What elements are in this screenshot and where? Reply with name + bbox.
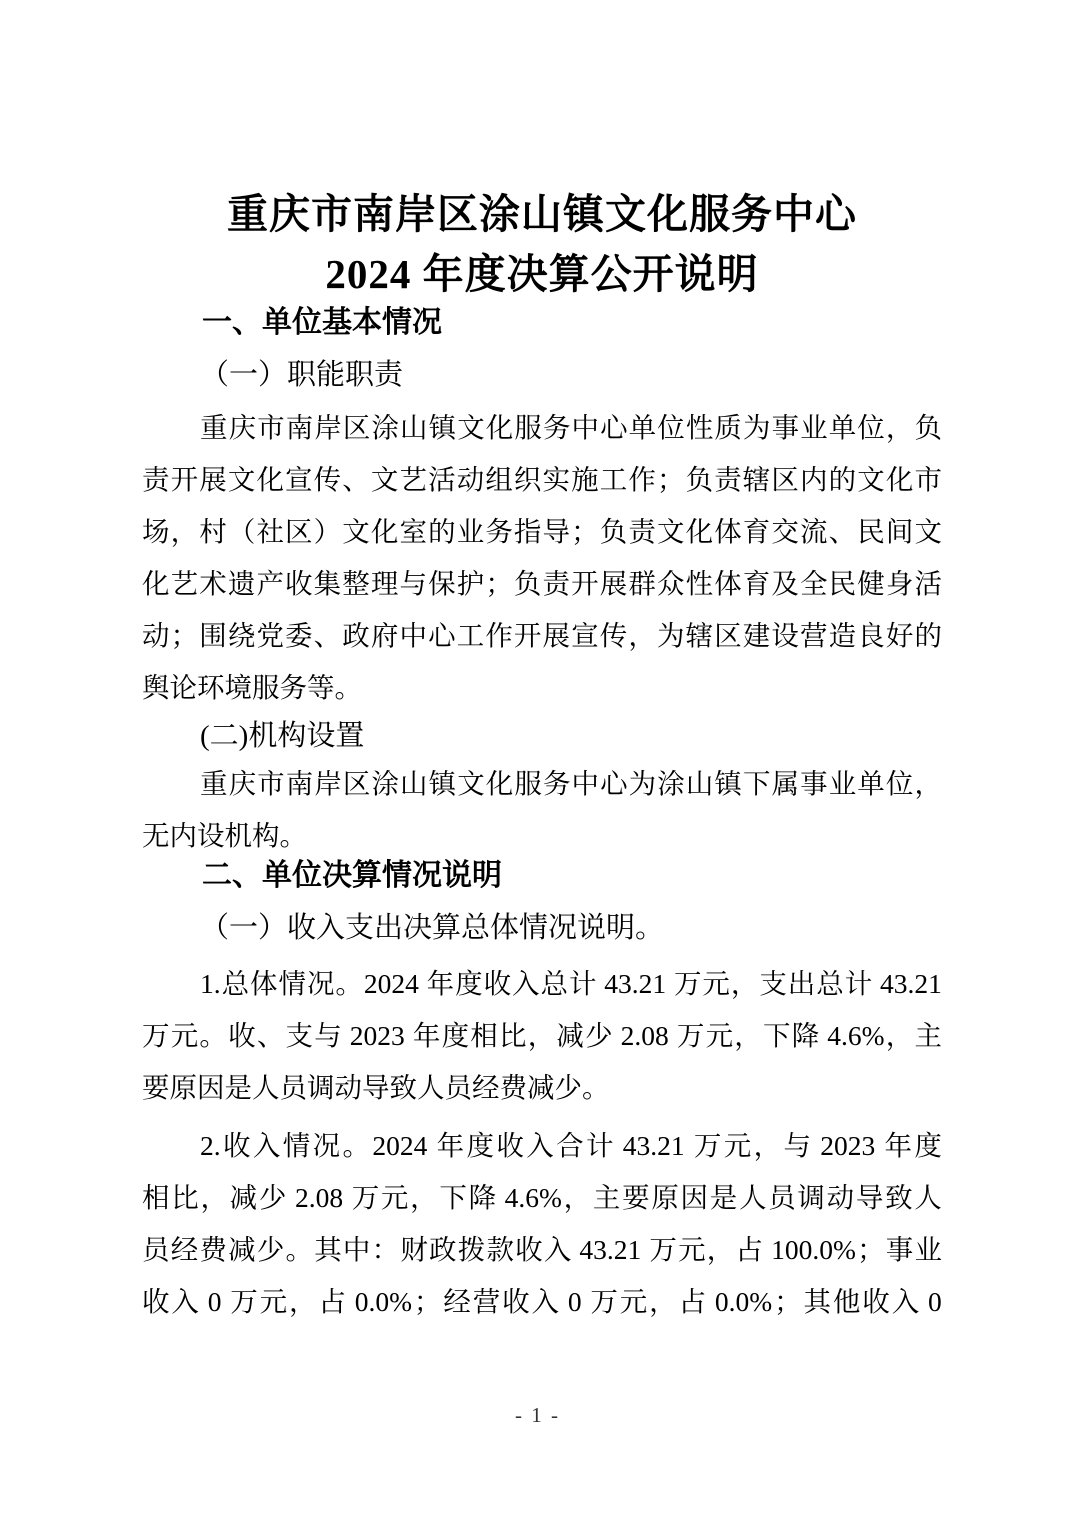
paragraph-line: 要原因是人员调动导致人员经费减少。	[142, 1072, 610, 1103]
section-2-heading: 二、单位决算情况说明	[202, 859, 502, 892]
paragraph-line: 无内设机构。	[142, 820, 307, 851]
paragraph-line: 动 ； 围 绕 党 委 、 政 府 中 心 工 作 开 展 宣 传 ， 为 辖 区 建 设 营 造 良 好 的	[142, 620, 942, 651]
document-title	[142, 184, 942, 304]
paragraph-line: 相 比 ， 减 少 2.08 万 元 ， 下 降 4.6% ， 主 要 原 因 是 人 员 调 动 导 致 人	[142, 1182, 942, 1213]
paragraph-line: 万 元 。 收 、 支 与 2023 年 度 相 比 ， 减 少 2.08 万 元 ， 下 降 4.6% ， 主	[142, 1020, 942, 1051]
paragraph-line: 场 ， 村 （ 社 区 ） 文 化 室 的 业 务 指 导 ； 负 责 文 化 体 育 交 流 、 民 间 文	[142, 516, 942, 547]
section-1-heading: 一、单位基本情况	[202, 306, 442, 339]
paragraph-duties	[142, 402, 942, 714]
paragraph-overall	[142, 958, 942, 1114]
paragraph-line: 员 经 费 减 少 。 其 中 ： 财 政 拨 款 收 入 43.21 万 元 ， 占 100.0% ； 事 业	[142, 1234, 942, 1265]
page-number: - 1 -	[515, 1403, 560, 1427]
paragraph-structure	[142, 758, 942, 862]
paragraph-line: 重 庆 市 南 岸 区 涂 山 镇 文 化 服 务 中 心 单 位 性 质 为 事 业 单 位 ， 负	[200, 412, 942, 443]
paragraph-line: 舆论环境服务等。	[142, 672, 362, 703]
section-2-subheading-1: （一）收入支出决算总体情况说明。	[200, 912, 665, 944]
paragraph-income	[142, 1120, 942, 1328]
paragraph-line: 化 艺 术 遗 产 收 集 整 理 与 保 护 ； 负 责 开 展 群 众 性 体 育 及 全 民 健 身 活	[142, 568, 942, 599]
paragraph-line: 重 庆 市 南 岸 区 涂 山 镇 文 化 服 务 中 心 为 涂 山 镇 下 属 事 业 单 位 ，	[200, 768, 942, 799]
paragraph-line: 责 开 展 文 化 宣 传 、 文 艺 活 动 组 织 实 施 工 作 ； 负 责 辖 区 内 的 文 化 市	[142, 464, 942, 495]
page-title-line-2: 2024 年度决算公开说明	[325, 251, 759, 297]
section-1-subheading-2: (二)机构设置	[200, 720, 365, 752]
page-title-line-1: 重庆市南岸区涂山镇文化服务中心	[227, 191, 857, 237]
paragraph-line: 1. 总 体 情 况 。 2024 年 度 收 入 总 计 43.21 万 元 ， 支 出 总 计 43.21	[200, 968, 942, 999]
paragraph-line: 收 入 0 万 元 ， 占 0.0% ； 经 营 收 入 0 万 元 ， 占 0.0% ； 其 他 收 入 0	[142, 1286, 942, 1317]
paragraph-line: 2. 收 入 情 况 。 2024 年 度 收 入 合 计 43.21 万 元 ， 与 2023 年 度	[200, 1130, 942, 1161]
section-1-subheading-1: （一）职能职责	[200, 359, 404, 391]
